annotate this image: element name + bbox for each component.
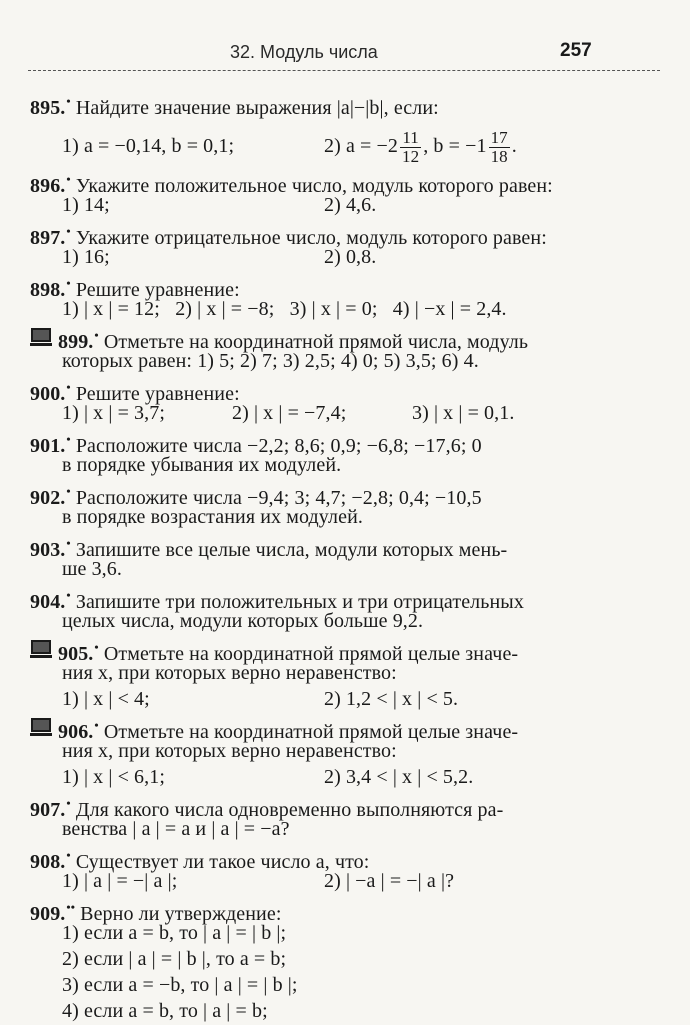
exercise-text: Укажите отрицательное число, модуль которого равен: [75,227,547,249]
exercise-text: Решите уравнение: [75,279,240,301]
header-divider [28,70,660,71]
fraction-17-18: $\frac{17}{18}$ [490,127,508,166]
exercise-899-text2: которых равен: 1) 5; 2) 7; 3) 2,5; 4) 0; 5) 3,5; 6) 4. [62,350,479,372]
exercise-text: Запишите три положительных и три отрицательных [75,591,524,613]
exercise-907-text2: венства | a | = a и | a | = −a? [62,818,290,840]
exercise-text: Верно ли утверждение: [80,903,282,925]
exercise-text: Отметьте на координатной прямой целые значе- [103,721,519,743]
exercise-903: 903.• Запишите все целые числа, модули которых мень- [30,536,508,561]
exercise-898: 898.• Решите уравнение: [30,276,240,301]
exercise-904: 904.• Запишите три положительных и три отрицательных [30,588,524,613]
exercise-897: 897.• Укажите отрицательное число, модуль которого равен: [30,224,547,249]
computer-icon [30,326,52,348]
exercise-text: Расположите числа −2,2; 8,6; 0,9; −6,8; −17,6; 0 [75,435,482,457]
exercise-905: 905.• Отметьте на координатной прямой целые значе- [58,640,519,665]
exercise-901: 901.• Расположите числа −2,2; 8,6; 0,9; −6,8; −17,6; 0 [30,432,482,457]
exercise-908-parts: 1) | a | = −| a |; 2) | −a | = −| a |? [62,870,455,892]
fraction-11-12: $\frac{11}{12}$ [402,127,420,166]
exercise-899: 899.• Отметьте на координатной прямой числа, модуль [58,328,529,353]
exercise-906: 906.• Отметьте на координатной прямой целые значе- [58,718,519,743]
exercise-904-text2: целых числа, модули которых больше 9,2. [62,610,424,632]
exercise-908: 908.• Существует ли такое число a, что: [30,848,370,873]
exercise-895-parts [62,124,670,168]
exercise-909: 909.•• Верно ли утверждение: [30,900,282,925]
exercise-906-text2: ния x, при которых верно неравенство: [62,740,397,762]
exercise-909-part-4: 4) если a = b, то | a | = b; [62,1000,268,1022]
exercise-text: Решите уравнение: [75,383,240,405]
exercise-898-parts: 1) | x | = 12; 2) | x | = −8; 3) | x | = 0; 4) | −x | = 2,4. [62,298,507,320]
exercise-text: Отметьте на координатной прямой целые значе- [103,643,519,665]
exercise-907: 907.• Для какого числа одновременно выполняются ра- [30,796,504,821]
exercise-900: 900.• Решите уравнение: [30,380,240,405]
exercise-901-text2: в порядке убывания их модулей. [62,454,342,476]
exercise-895 [30,88,670,121]
exercise-903-text2: ше 3,6. [62,558,122,580]
exercise-text: Расположите числа −9,4; 3; 4,7; −2,8; 0,4; −10,5 [75,487,482,509]
exercise-text: Отметьте на координатной прямой числа, модуль [103,331,529,353]
exercise-906-parts: 1) | x | < 6,1; 2) 3,4 < | x | < 5,2. [62,766,474,788]
exercise-902: 902.• Расположите числа −9,4; 3; 4,7; −2,8; 0,4; −10,5 [30,484,482,509]
computer-icon [30,716,52,738]
exercise-text: Для какого числа одновременно выполняются ра- [75,799,504,821]
exercise-text: Запишите все целые числа, модули которых мень- [75,539,508,561]
section-title: 32. Модуль числа [230,42,378,62]
computer-icon [30,638,52,660]
exercise-897-parts: 1) 16; 2) 0,8. [62,246,377,268]
exercise-909-part-2: 2) если | a | = | b |, то a = b; [62,948,287,970]
exercise-text: Найдите значение выражения |a|−|b|, если: [75,97,439,119]
exercise-896: 896.• Укажите положительное число, модуль которого равен: [30,172,553,197]
page-number: 257 [560,40,592,61]
exercise-900-parts: 1) | x | = 3,7; 2) | x | = −7,4; 3) | x | = 0,1. [62,402,515,424]
part-1: 1) a = −0,14, b = 0,1; [62,135,235,157]
exercise-text: Укажите положительное число, модуль которого равен: [75,175,553,197]
exercise-text: Существует ли такое число a, что: [75,851,370,873]
part-2: 2) a = −2 $\frac{11}{12}$ , b = −1 $\frac{17}{18}$ . [324,127,517,166]
exercise-896-parts: 1) 14; 2) 4,6. [62,194,377,216]
exercise-909-part-3: 3) если a = −b, то | a | = | b |; [62,974,298,996]
exercise-905-parts: 1) | x | < 4; 2) 1,2 < | x | < 5. [62,688,459,710]
exercise-902-text2: в порядке возрастания их модулей. [62,506,363,528]
exercise-905-text2: ния x, при которых верно неравенство: [62,662,397,684]
exercise-909-part-1: 1) если a = b, то | a | = | b |; [62,922,287,944]
exercise-number: 895.• [30,94,71,119]
